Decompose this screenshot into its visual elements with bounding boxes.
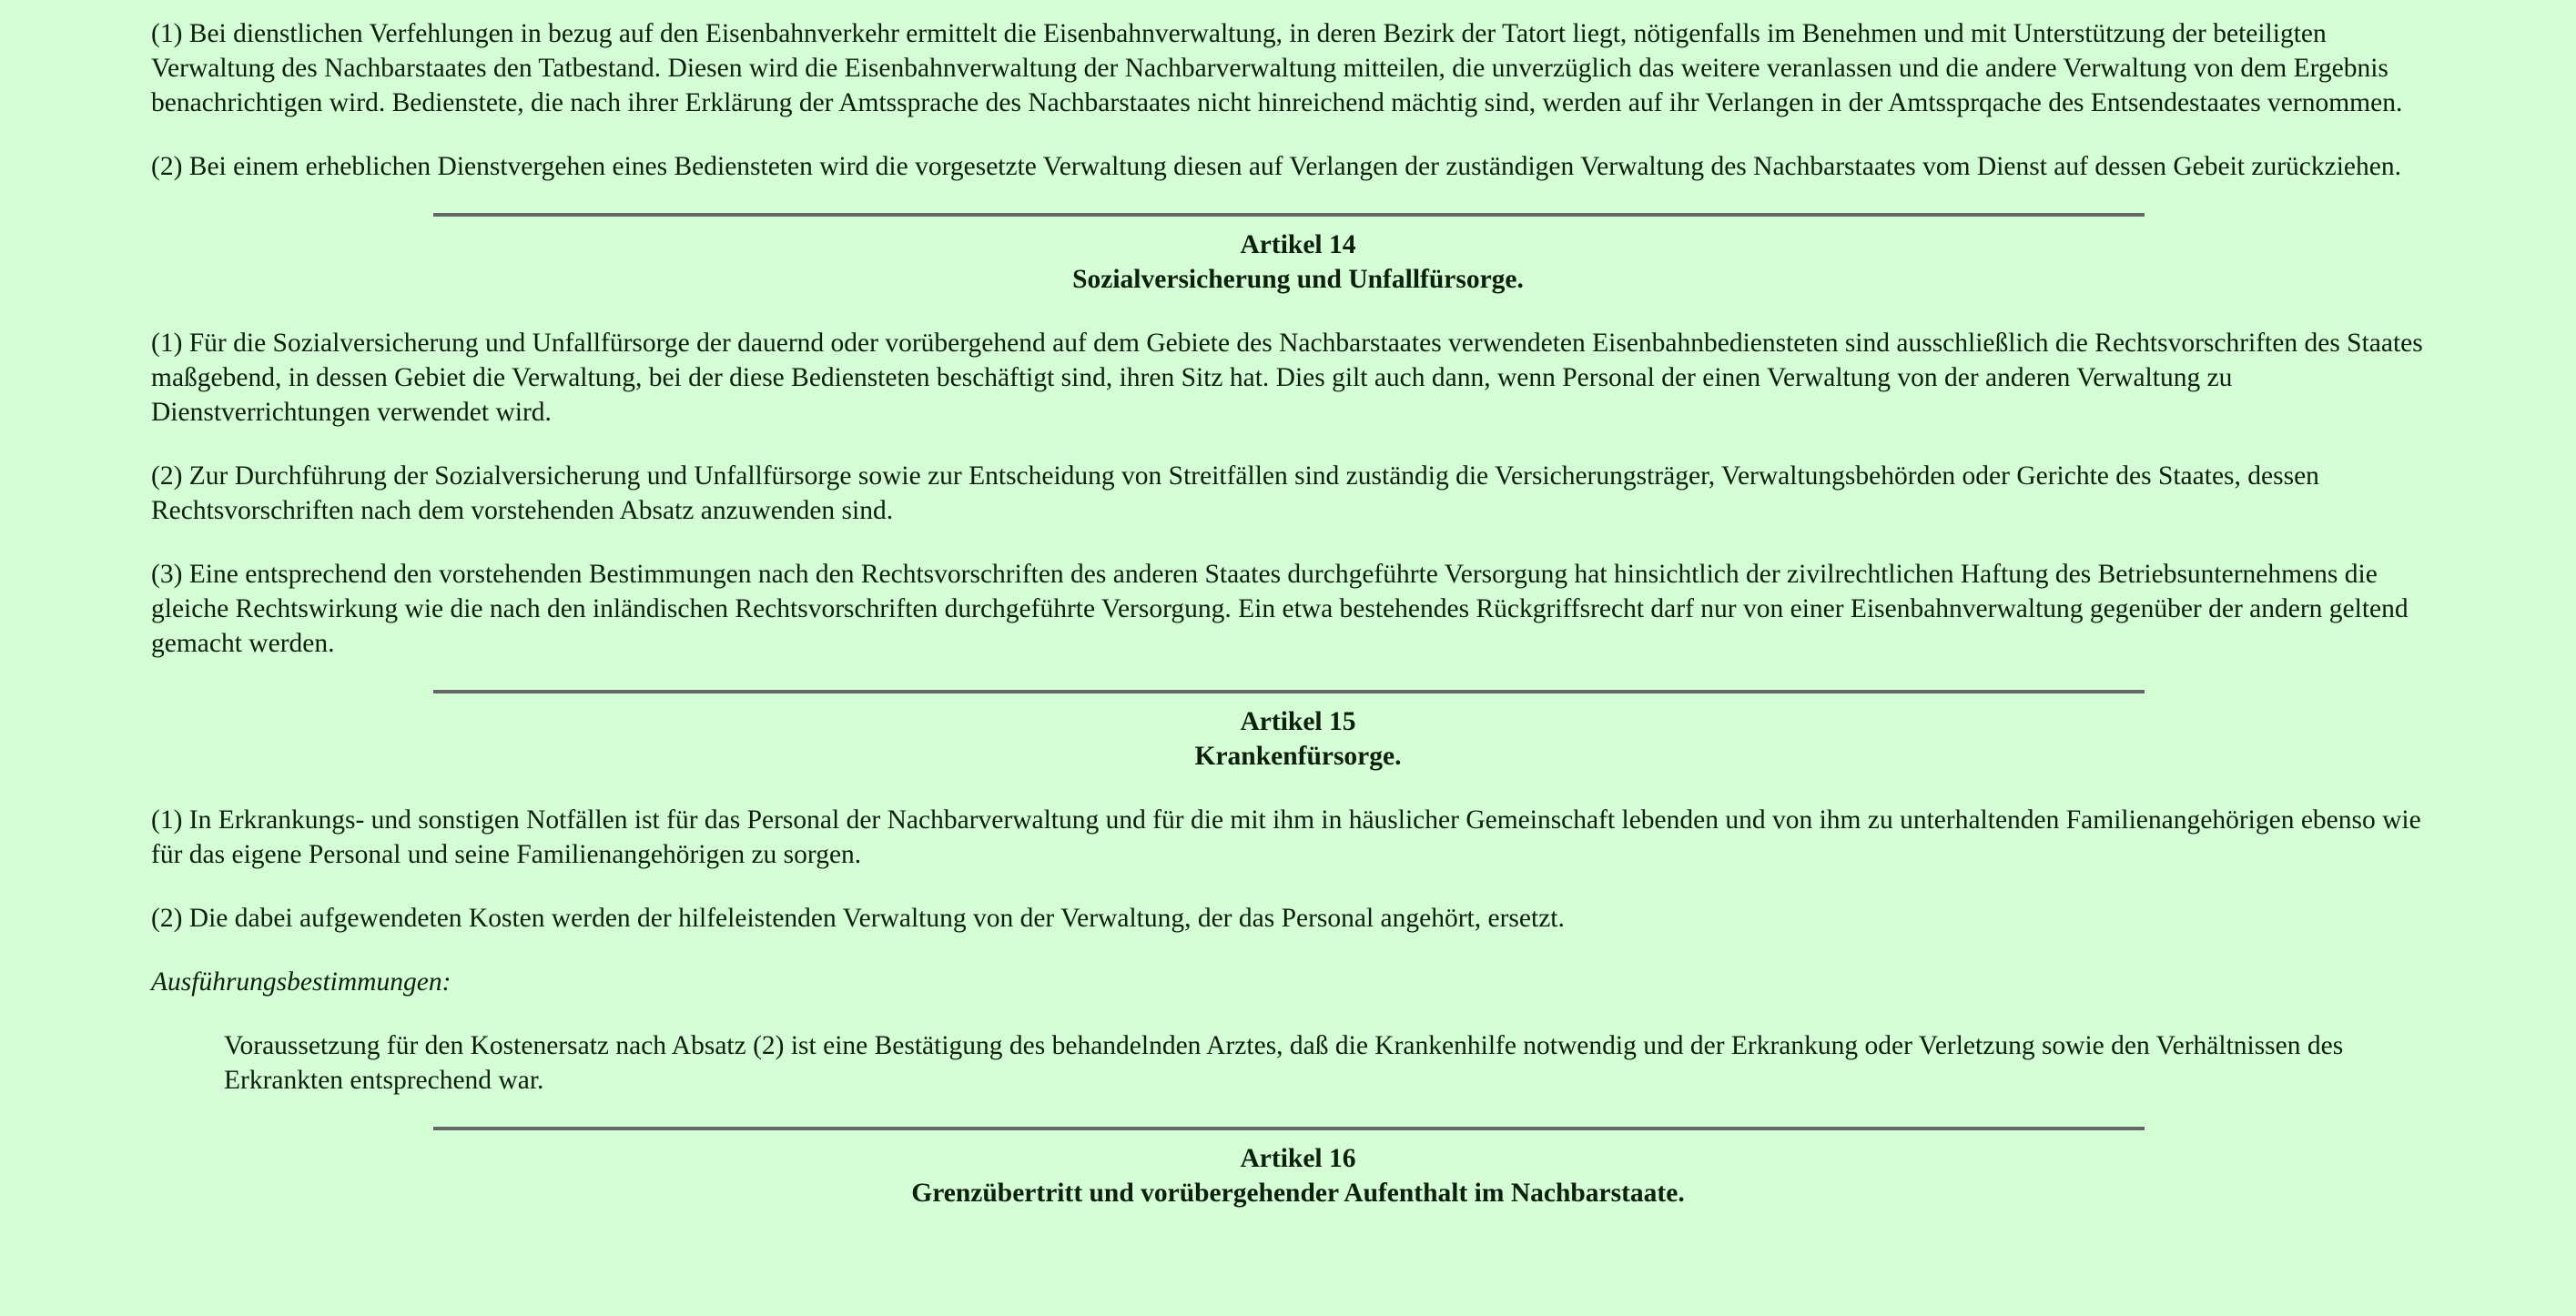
article-heading xyxy=(151,1141,2445,1210)
article-number: Artikel 14 xyxy=(1240,230,1356,259)
article-title: Sozialversicherung und Unfallfürsorge. xyxy=(1072,265,1524,294)
paragraph: (2) Bei einem erheblichen Dienstvergehen eines Bediensteten wird die vorgesetzte Verwaltung diesen auf Verlangen der zuständigen Verwaltung des Nachbarstaates vom Dienst auf dessen Gebeit zurückziehen. xyxy=(151,152,2401,181)
paragraph: (2) Die dabei aufgewendeten Kosten werden der hilfeleistenden Verwaltung von der Verwaltung, der das Personal angehört, ersetzt. xyxy=(151,904,1565,933)
implementation-label: Ausführungsbestimmungen: xyxy=(151,967,451,997)
divider xyxy=(433,213,2145,217)
article-number: Artikel 15 xyxy=(1240,707,1356,736)
paragraph: (3) Eine entsprechend den vorstehenden Bestimmungen nach den Rechtsvorschriften des anderen Staates durchgeführte Versorgung hat hinsichtlich der zivilrechtlichen Haftung des Betriebsunternehmens die gleiche Rechtswirkung wie die nach den inländischen Rechtsvorschriften durchgeführte Versorgung. Ein etwa bestehendes Rückgriffsrecht darf nur von einer Eisenbahnverwaltung gegenüber der andern geltend gemacht werden. xyxy=(151,560,2409,658)
paragraph: (1) In Erkrankungs- und sonstigen Notfällen ist für das Personal der Nachbarverwaltung und für die mit ihm in häuslicher Gemeinschaft lebenden und von ihm zu unterhaltenden Familienangehörigen ebenso wie für das eigene Personal und seine Familienangehörigen zu sorgen. xyxy=(151,805,2421,869)
paragraph: (1) Bei dienstlichen Verfehlungen in bezug auf den Eisenbahnverkehr ermittelt die Eisenbahnverwaltung, in deren Bezirk der Tatort liegt, nötigenfalls im Benehmen und mit Unterstützung der beteiligten Verwaltung des Nachbarstaates den Tatbestand. Diesen wird die Eisenbahnverwaltung der Nachbarverwaltung mitteilen, die unverzüglich das weitere veranlassen und die andere Verwaltung von dem Ergebnis benachrichtigen wird. Bedienstete, die nach ihrer Erklärung der Amtssprache des Nachbarstaates nicht hinreichend mächtig sind, werden auf ihr Verlangen in der Amtssprqache des Entsendestaates vernommen. xyxy=(151,19,2403,117)
implementation-text: Voraussetzung für den Kostenersatz nach Absatz (2) ist eine Bestätigung des behandelnden Arztes, daß die Krankenhilfe notwendig und der Erkrankung oder Verletzung sowie den Verhältnissen des Erkrankten entsprechend war. xyxy=(224,1031,2344,1095)
paragraph: (2) Zur Durchführung der Sozialversicherung und Unfallfürsorge sowie zur Entscheidung von Streitfällen sind zuständig die Versicherungsträger, Verwaltungsbehörden oder Gerichte des Staates, dessen Rechtsvorschriften nach dem vorstehenden Absatz anzuwenden sind. xyxy=(151,461,2319,525)
article-heading xyxy=(151,704,2445,774)
article-heading xyxy=(151,228,2445,297)
article-title: Krankenfürsorge. xyxy=(1194,742,1402,771)
article-title: Grenzübertritt und vorübergehender Aufenthalt im Nachbarstaate. xyxy=(911,1179,1685,1208)
divider xyxy=(433,1127,2145,1130)
divider xyxy=(433,690,2145,693)
article-number: Artikel 16 xyxy=(1240,1144,1356,1173)
document-content xyxy=(151,16,2445,1240)
paragraph: (1) Für die Sozialversicherung und Unfallfürsorge der dauernd oder vorübergehend auf dem Gebiete des Nachbarstaates verwendeten Eisenbahnbediensteten sind ausschließlich die Rechtsvorschriften des Staates maßgebend, in dessen Gebiet die Verwaltung, bei der diese Bediensteten beschäftigt sind, ihren Sitz hat. Dies gilt auch dann, wenn Personal der einen Verwaltung von der anderen Verwaltung zu Dienstverrichtungen verwendet wird. xyxy=(151,329,2423,427)
